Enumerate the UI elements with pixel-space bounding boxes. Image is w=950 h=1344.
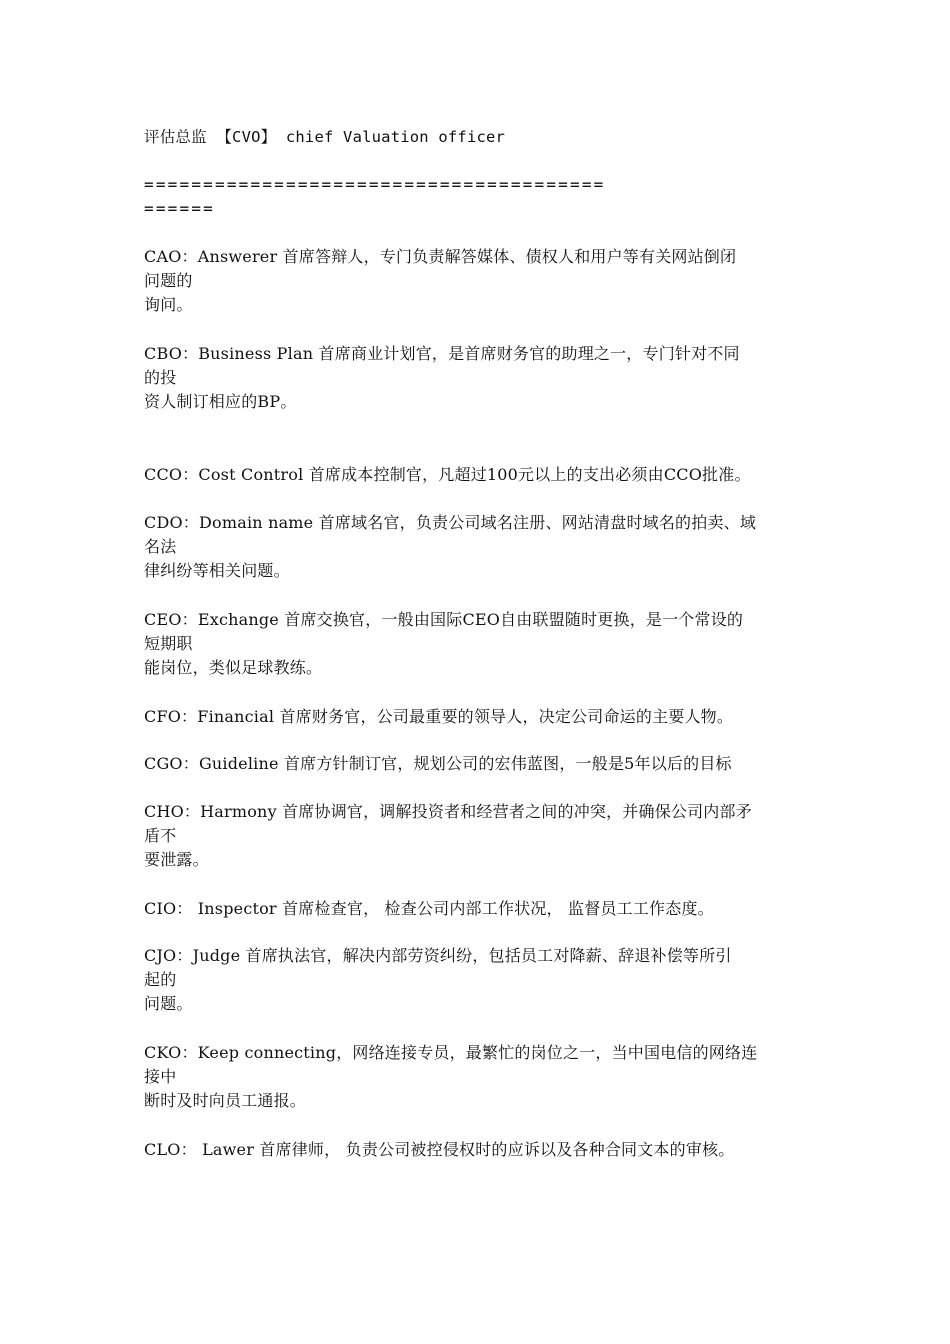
entry-line: CHO：Harmony 首席协调官，调解投资者和经营者之间的冲突，并确保公司内部矛	[144, 802, 752, 821]
entry-line: 盾不	[144, 826, 177, 845]
entry-line: CLO： Lawer 首席律师， 负责公司被控侵权时的应诉以及各种合同文本的审核。	[144, 1140, 735, 1159]
separator-line: ======	[144, 199, 215, 218]
entry-line: 起的	[144, 970, 177, 989]
entry-line: CFO：Financial 首席财务官，公司最重要的领导人，决定公司命运的主要人物。	[144, 707, 734, 726]
entry-line: 断时及时向员工通报。	[144, 1091, 307, 1110]
entry-line: CJO：Judge 首席执法官，解决内部劳资纠纷，包括员工对降薪、辞退补偿等所引	[144, 946, 732, 965]
separator-line: =======================================	[144, 175, 606, 194]
entry-line: 名法	[144, 537, 177, 556]
entry-line: 短期职	[144, 634, 193, 653]
entry-line: CGO：Guideline 首席方针制订官，规划公司的宏伟蓝图，一般是5年以后的目标	[144, 754, 732, 773]
entry-line: CDO：Domain name 首席域名官，负责公司域名注册、网站清盘时域名的拍卖、域	[144, 513, 757, 532]
entry-line: 的投	[144, 368, 177, 387]
entry-line: 问题的	[144, 271, 193, 290]
entry-line: CKO：Keep connecting，网络连接专员，最繁忙的岗位之一，当中国电信的网络连	[144, 1043, 758, 1062]
entry-line: 能岗位，类似足球教练。	[144, 658, 323, 677]
entry-line: CCO：Cost Control 首席成本控制官，凡超过100元以上的支出必须由CCO批准。	[144, 465, 751, 484]
entry-line: 要泄露。	[144, 850, 209, 869]
document-header: 评估总监 【CVO】 chief Valuation officer	[144, 128, 506, 146]
entry-line: CAO：Answerer 首席答辩人，专门负责解答媒体、债权人和用户等有关网站倒闭	[144, 247, 737, 266]
entry-line: CEO：Exchange 首席交换官，一般由国际CEO自由联盟随时更换，是一个常设的	[144, 610, 744, 629]
entry-line: 律纠纷等相关问题。	[144, 561, 290, 580]
entry-line: 资人制订相应的BP。	[144, 392, 297, 411]
entry-line: CBO：Business Plan 首席商业计划官，是首席财务官的助理之一，专门针对不同	[144, 344, 740, 363]
entry-line: CIO： Inspector 首席检查官， 检查公司内部工作状况， 监督员工工作态度。	[144, 899, 714, 918]
entry-line: 接中	[144, 1067, 177, 1086]
entry-line: 问题。	[144, 994, 193, 1013]
entry-line: 询问。	[144, 295, 193, 314]
